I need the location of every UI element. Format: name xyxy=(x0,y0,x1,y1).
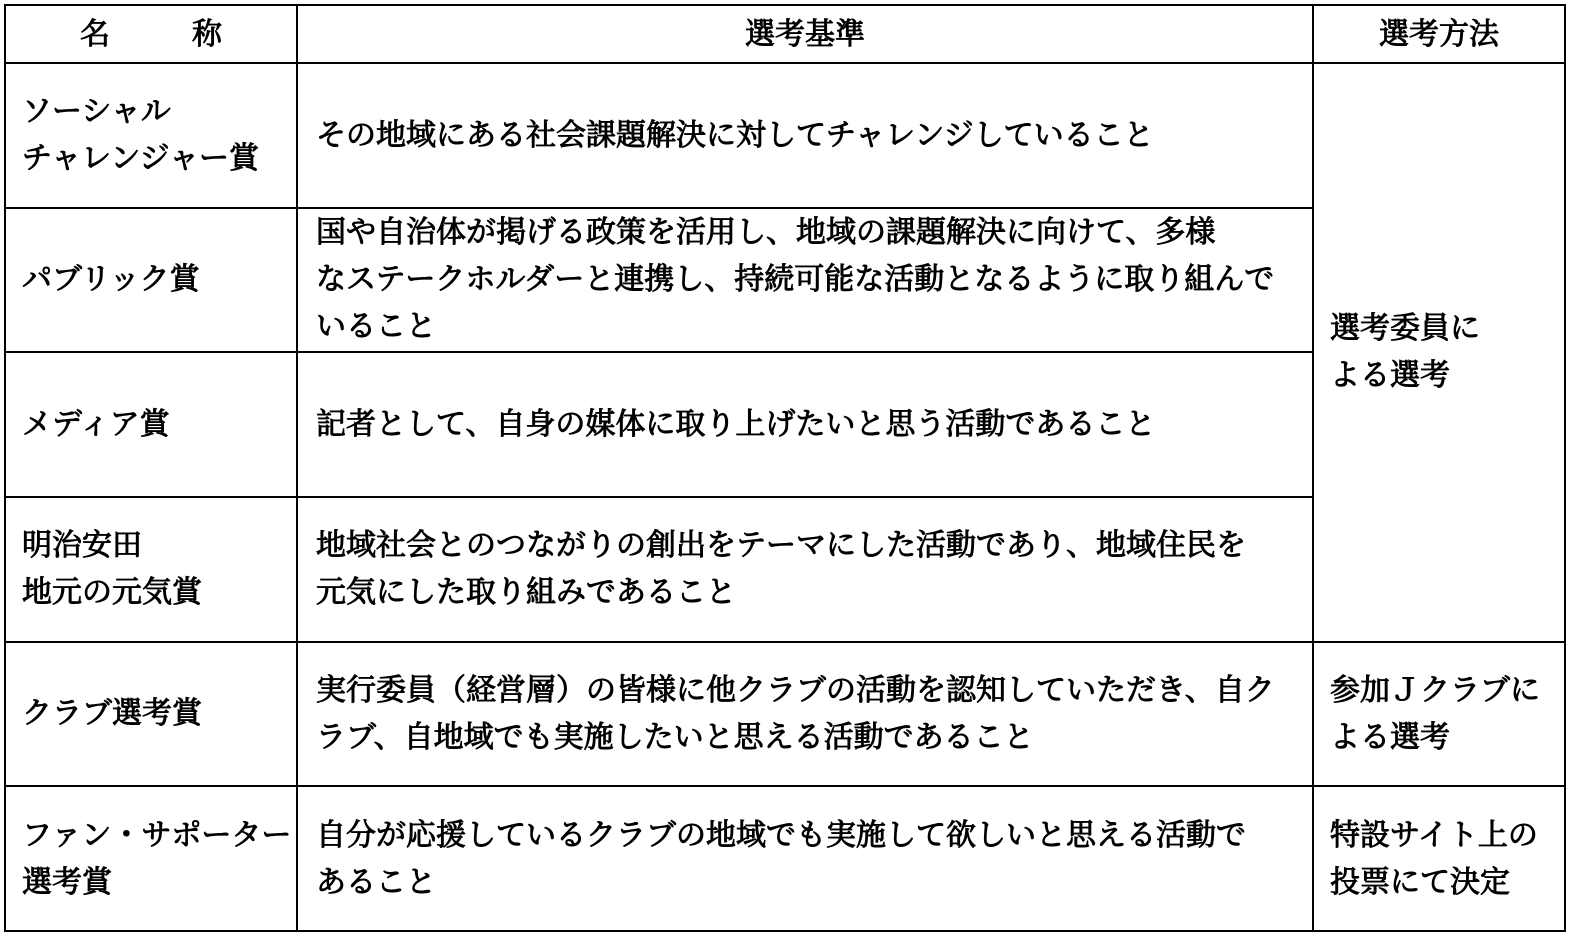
criteria-cell xyxy=(297,352,1313,497)
criteria-cell xyxy=(297,642,1313,787)
award-criteria-table-container xyxy=(4,4,1564,932)
award-name-line: 明治安田 xyxy=(22,528,142,564)
award-name-line: ソーシャル xyxy=(22,94,171,130)
award-name-line: 選考賞 xyxy=(22,864,112,900)
award-name-cell xyxy=(5,63,297,208)
criteria-line: 記者として、自身の媒体に取り上げたいと思う活動であること xyxy=(316,407,1156,443)
method-line: 参加Ｊクラブに xyxy=(1330,672,1540,708)
award-name-cell xyxy=(5,786,297,931)
award-name-cell xyxy=(5,497,297,642)
award-name-line: チャレンジャー賞 xyxy=(22,141,259,177)
criteria-line: 実行委員（経営層）の皆様に他クラブの活動を認知していただき、自ク xyxy=(316,672,1275,708)
award-name-cell xyxy=(5,352,297,497)
criteria-line: いること xyxy=(316,309,436,345)
table-row xyxy=(5,642,1565,787)
method-cell-club xyxy=(1313,642,1565,787)
table-header-row xyxy=(5,5,1565,63)
criteria-cell xyxy=(297,497,1313,642)
method-cell-site xyxy=(1313,786,1565,931)
criteria-line: あること xyxy=(316,864,436,900)
method-line: よる選考 xyxy=(1330,719,1450,755)
criteria-line: 国や自治体が掲げる政策を活用し、地域の課題解決に向けて、多様 xyxy=(316,215,1216,251)
method-cell-committee xyxy=(1313,63,1565,642)
criteria-line: 元気にした取り組みであること xyxy=(316,575,736,611)
criteria-line: 地域社会とのつながりの創出をテーマにした活動であり、地域住民を xyxy=(316,528,1246,564)
award-name-cell xyxy=(5,208,297,353)
criteria-cell xyxy=(297,208,1313,353)
header-name: 名 称 xyxy=(5,5,297,63)
header-method: 選考方法 xyxy=(1313,5,1565,63)
award-name-line: ファン・サポーター xyxy=(22,817,292,853)
award-name-line: メディア賞 xyxy=(22,407,170,443)
method-line: よる選考 xyxy=(1330,358,1450,394)
method-line: 選考委員に xyxy=(1330,311,1480,347)
criteria-line: ラブ、自地域でも実施したいと思える活動であること xyxy=(316,719,1034,755)
award-criteria-table xyxy=(4,4,1566,932)
table-row xyxy=(5,63,1565,208)
award-name-cell xyxy=(5,642,297,787)
criteria-line: 自分が応援しているクラブの地域でも実施して欲しいと思える活動で xyxy=(316,817,1246,853)
criteria-line: その地域にある社会課題解決に対してチャレンジしていること xyxy=(316,117,1154,153)
award-name-line: クラブ選考賞 xyxy=(22,696,202,732)
method-line: 特設サイト上の xyxy=(1330,817,1538,853)
criteria-cell xyxy=(297,63,1313,208)
award-name-line: パブリック賞 xyxy=(22,262,200,298)
criteria-line: なステークホルダーと連携し、持続可能な活動となるように取り組んで xyxy=(316,262,1275,298)
table-row xyxy=(5,786,1565,931)
method-line: 投票にて決定 xyxy=(1330,864,1510,900)
criteria-cell xyxy=(297,786,1313,931)
header-criteria: 選考基準 xyxy=(297,5,1313,63)
award-name-line: 地元の元気賞 xyxy=(22,575,202,611)
